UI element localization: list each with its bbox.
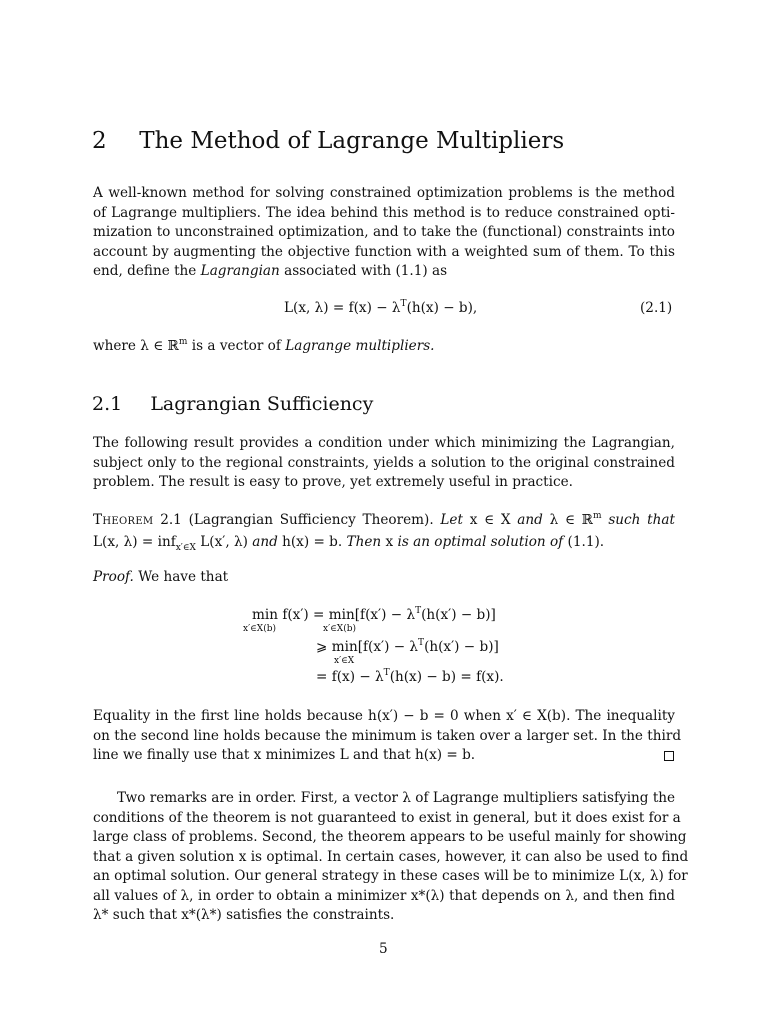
theorem-line	[93, 511, 675, 533]
math-fragment: (h(x′) − b)]	[421, 607, 496, 623]
subsection-number: 2.1	[92, 393, 123, 415]
text-line: A well-known method for solving constrained optimization problems is the method	[93, 185, 675, 201]
text-line: that a given solution x is optimal. In certain cases, however, it can also be used to find	[93, 848, 689, 865]
theorem-line	[93, 533, 675, 555]
text-line: mization to unconstrained optimization, and to take the (functional) constraints into	[93, 224, 675, 240]
superscript: T	[400, 299, 407, 309]
remarks-paragraph	[93, 789, 689, 926]
proof-intro	[93, 569, 228, 585]
row1-subscript-right: x′∈X(b)	[323, 624, 356, 634]
math-fragment: x	[385, 533, 394, 550]
text-fragment: such that	[608, 512, 675, 528]
row2-subscript: x′∈X	[334, 656, 355, 666]
equation-2-1	[284, 300, 477, 316]
superscript: T	[383, 668, 390, 678]
text-fragment: associated with (1.1) as	[279, 263, 448, 279]
term-lagrangian: Lagrangian	[200, 263, 280, 279]
text-fragment: is an optimal solution of	[393, 533, 568, 550]
text-line: on the second line holds because the minimum is taken over a larger set. In the third	[93, 727, 682, 744]
text-fragment: where λ ∈ ℝ	[93, 338, 179, 354]
text-line: all values of λ, in order to obtain a minimizer x*(λ) that depends on λ, and then find	[93, 887, 675, 904]
text-fragment: Then	[342, 533, 386, 550]
intro-paragraph	[93, 184, 675, 282]
math-fragment: ⩾ min[f(x′) − λ	[316, 639, 419, 655]
text-line: an optimal solution. Our general strategy in these cases will be to minimize L(x, λ) for	[93, 868, 688, 884]
text-line: λ* such that x*(λ*) satisfies the constraints.	[93, 907, 395, 923]
text-fragment: end, define the	[93, 263, 201, 279]
text-line: account by augmenting the objective function with a weighted sum of them. To this	[93, 243, 675, 260]
text-line: of Lagrange multipliers. The idea behind this method is to reduce constrained opti-	[93, 204, 675, 221]
text-fragment: We have that	[133, 569, 229, 585]
text-line: line we finally use that x minimizes L and that h(x) = b.	[93, 747, 476, 763]
superscript: T	[415, 606, 422, 616]
theorem-2-1	[93, 511, 675, 554]
theorem-name: (Lagrangian Sufficiency Theorem).	[188, 512, 434, 528]
section-heading	[92, 128, 564, 154]
text-fragment: and	[247, 533, 283, 550]
lambda-definition	[93, 338, 435, 354]
equality-paragraph	[93, 707, 682, 766]
equation-body: L(x, λ) = f(x) − λ	[284, 300, 401, 316]
proof-row-2	[316, 639, 499, 655]
row1-subscript-left: x′∈X(b)	[243, 624, 276, 634]
proof-label: Proof.	[93, 569, 134, 585]
text-fragment: Let	[440, 512, 463, 528]
theorem-label: Theorem	[93, 512, 154, 528]
math-fragment: x ∈ X	[469, 512, 511, 528]
text-fragment: and	[517, 512, 543, 528]
math-fragment: L(x′, λ)	[195, 533, 248, 550]
math-fragment: (h(x′) − b)]	[424, 639, 499, 655]
proof-row-3	[316, 669, 504, 685]
text-line: problem. The result is easy to prove, yet extremely useful in practice.	[93, 474, 573, 490]
section-number: 2	[92, 128, 107, 154]
math-fragment: λ ∈ ℝ	[549, 512, 594, 528]
math-fragment: L(x, λ) = inf	[93, 533, 176, 550]
math-fragment: (h(x) − b) = f(x).	[389, 669, 504, 685]
equation-tag: (2.1)	[640, 300, 673, 316]
text-line: Two remarks are in order. First, a vector λ of Lagrange multipliers satisfying the	[117, 790, 676, 806]
proof-row-1	[252, 607, 496, 623]
page-number: 5	[379, 941, 388, 957]
qed-square-icon	[664, 751, 674, 761]
subsection-heading	[92, 393, 373, 415]
sufficiency-paragraph	[93, 434, 675, 493]
superscript: m	[593, 511, 602, 521]
subscript: x′∈X	[175, 542, 196, 553]
text-line: large class of problems. Second, the theorem appears to be useful mainly for showing	[93, 829, 687, 845]
text-line: The following result provides a condition under which minimizing the Lagrangian,	[93, 435, 675, 451]
text-line: conditions of the theorem is not guaranteed to exist in general, but it does exist for a	[93, 809, 681, 826]
math-fragment: (1.1).	[567, 533, 605, 550]
text-line: subject only to the regional constraints, yields a solution to the original constrained	[93, 454, 675, 471]
text-line: Equality in the first line holds because h(x′) − b = 0 when x′ ∈ X(b). The inequality	[93, 708, 675, 724]
math-fragment: min f(x′) = min[f(x′) − λ	[252, 607, 416, 623]
subsection-title: Lagrangian Sufficiency	[150, 393, 374, 415]
text-fragment: is a vector of	[187, 338, 286, 354]
math-fragment: = f(x) − λ	[316, 669, 384, 685]
section-title: The Method of Lagrange Multipliers	[139, 128, 565, 154]
math-fragment: h(x) = b.	[282, 533, 343, 550]
theorem-number: 2.1	[160, 512, 182, 528]
text-line	[93, 262, 675, 282]
superscript: m	[178, 337, 188, 347]
term-lagrange-multipliers: Lagrange multipliers.	[285, 338, 435, 354]
equation-tail: (h(x) − b),	[406, 300, 478, 316]
superscript: T	[418, 638, 425, 648]
